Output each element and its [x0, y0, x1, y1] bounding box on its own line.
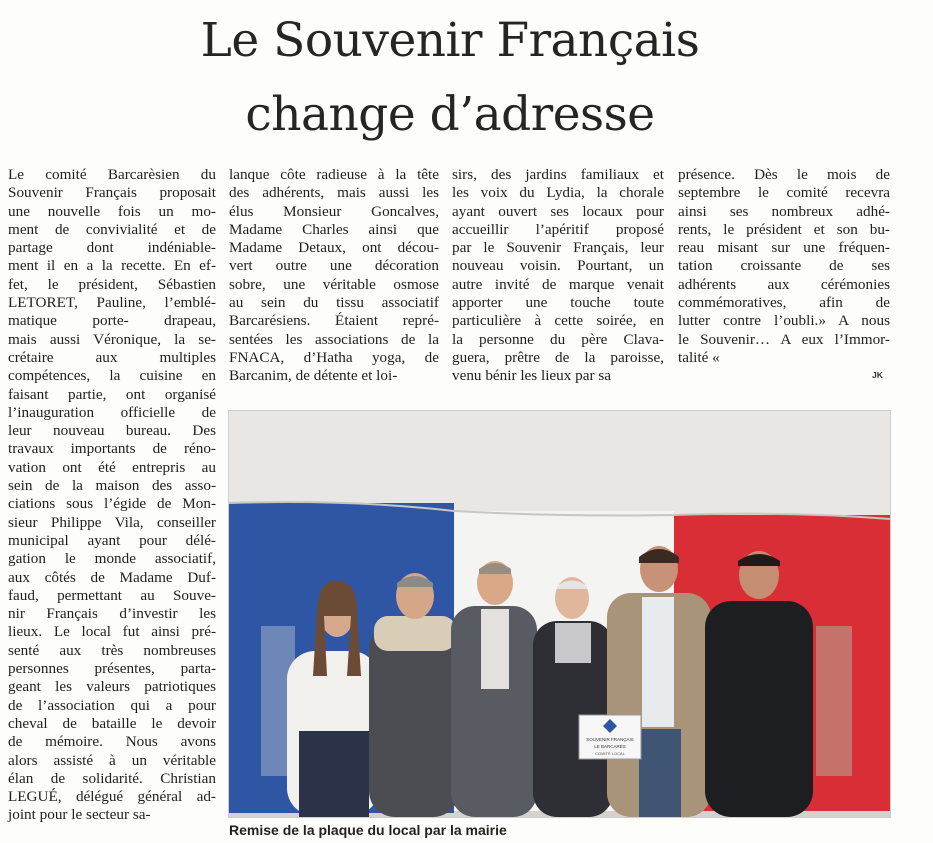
- plaque-sign: [579, 715, 641, 759]
- article-line: faisant partie, ont organisé: [8, 385, 216, 403]
- article-line: tation croissante de ses: [678, 257, 890, 275]
- article-line: ayant ouvert ses locaux pour: [452, 202, 664, 220]
- article-line: mais aussi Véronique, la se-: [8, 330, 216, 348]
- article-line: compétences, la cuisine en: [8, 367, 216, 385]
- article-line: crétaire aux multiples: [8, 348, 216, 366]
- article-line: gation le monde associatif,: [8, 550, 216, 568]
- plaque-line-3: COMITÉ LOCAL: [595, 751, 625, 756]
- article-line: senté aux très nombreuses: [8, 641, 216, 659]
- article-line: Madame Detaux, ont décou-: [229, 239, 439, 257]
- article-line: la personne du père Clava-: [452, 330, 664, 348]
- article-line: apporter une touche toute: [452, 294, 664, 312]
- article-line: de mémoire. Nous avons: [8, 733, 216, 751]
- article-line: rents, le président et son bu-: [678, 220, 890, 238]
- article-line: guera, prêtre de la paroisse,: [452, 348, 664, 366]
- article-column-1: [8, 166, 216, 825]
- article-line: l’inauguration officielle de: [8, 403, 216, 421]
- article-line: vert outre une décoration: [229, 257, 439, 275]
- article-line: élan de solidarité. Christian: [8, 769, 216, 787]
- article-line: commémoratives, afin de: [678, 294, 890, 312]
- plaque-line-1: SOUVENIR FRANÇAIS: [586, 737, 634, 742]
- headline-line-2: change d’adresse: [245, 87, 655, 142]
- article-line: travaux importants de réno-: [8, 440, 216, 458]
- article-line: FNACA, d’Hatha yoga, de: [229, 348, 439, 366]
- article-line: sieur Philippe Vila, conseiller: [8, 513, 216, 531]
- article-line: personnes présentes, parta-: [8, 660, 216, 678]
- photo-caption: Remise de la plaque du local par la mairie: [229, 822, 507, 838]
- article-line: particulière à cette soirée, en: [452, 312, 664, 330]
- article-line: cheval de bataille le devoir: [8, 714, 216, 732]
- article-line: faud, permettant au Souve-: [8, 586, 216, 604]
- article-headline: [130, 4, 770, 152]
- article-line: ment de convivialité et de: [8, 220, 216, 238]
- article-column-2: [229, 166, 439, 386]
- article-line: fet, le président, Sébastien: [8, 275, 216, 293]
- author-signature: JK: [872, 370, 883, 380]
- article-line: lanque côte radieuse à la tête: [229, 166, 439, 183]
- article-line: sentées les associations de la: [229, 330, 439, 348]
- article-line: une nouvelle fois un mo-: [8, 202, 216, 220]
- group-photo-illustration: [229, 411, 890, 817]
- article-line: sirs, des jardins familiaux et: [452, 166, 664, 183]
- article-line: septembre le comité recevra: [678, 184, 890, 202]
- article-line: partage dont indéniable-: [8, 239, 216, 257]
- article-line: aux côtés de Madame Duf-: [8, 568, 216, 586]
- article-line: geant les valeurs patriotiques: [8, 678, 216, 696]
- article-line: Le comité Barcarèsien du: [8, 166, 216, 183]
- article-line: les voix du Lydia, la chorale: [452, 184, 664, 202]
- article-line: matique porte- drapeau,: [8, 312, 216, 330]
- article-line: ment il en a la recette. En ef-: [8, 257, 216, 275]
- article-line: reau misant sur une fréquen-: [678, 239, 890, 257]
- article-line: sobre, une véritable osmose: [229, 275, 439, 293]
- article-line: LEGUÉ, délégué général ad-: [8, 788, 216, 806]
- article-photo: [229, 411, 890, 817]
- article-column-3: [452, 166, 664, 386]
- article-line: autre invité de marque venait: [452, 275, 664, 293]
- article-line: LETORET, Pauline, l’emblé-: [8, 294, 216, 312]
- article-line: le Souvenir… A eux l’Immor-: [678, 330, 890, 348]
- article-line: vation ont été entrepris au: [8, 458, 216, 476]
- article-line: joint pour le secteur sa-: [8, 806, 151, 824]
- article-line: nouveau voisin. Pourtant, un: [452, 257, 664, 275]
- article-line: lieux. Le local fut ainsi pré-: [8, 623, 216, 641]
- article-line: venu bénir les lieux par sa: [452, 367, 611, 385]
- article-line: municipal ayant pour délé-: [8, 531, 216, 549]
- article-line: au sein du tissu associatif: [229, 294, 439, 312]
- article-line: présence. Dès le mois de: [678, 166, 890, 183]
- article-line: adhérents aux cérémonies: [678, 275, 890, 293]
- article-line: Souvenir Français proposait: [8, 184, 216, 202]
- article-line: élus Monsieur Goncalves,: [229, 202, 439, 220]
- plaque-line-2: LE BARCARÈS: [594, 744, 626, 749]
- article-line: par le Souvenir Français, leur: [452, 239, 664, 257]
- headline-line-1: Le Souvenir Français: [200, 13, 700, 68]
- article-line: de l’association qui a pour: [8, 696, 216, 714]
- article-line: accueillir l’apéritif proposé: [452, 220, 664, 238]
- article-line: Barcanim, de détente et loi-: [229, 367, 398, 385]
- article-line: nir Français d’investir les: [8, 605, 216, 623]
- article-line: lutter contre l’oubli.» A nous: [678, 312, 890, 330]
- article-line: Madame Charles ainsi que: [229, 220, 439, 238]
- article-line: leur nouveau bureau. Des: [8, 422, 216, 440]
- article-column-4: [678, 166, 890, 367]
- article-line: Barcarésiens. Étaient repré-: [229, 312, 439, 330]
- article-line: sein de la maison des asso-: [8, 477, 216, 495]
- article-line: ainsi ses nombreux adhé-: [678, 202, 890, 220]
- article-line: talité «: [678, 348, 720, 366]
- article-line: alors assisté à un véritable: [8, 751, 216, 769]
- article-line: des adhérents, mais aussi les: [229, 184, 439, 202]
- article-line: ciations sous l’égide de Mon-: [8, 495, 216, 513]
